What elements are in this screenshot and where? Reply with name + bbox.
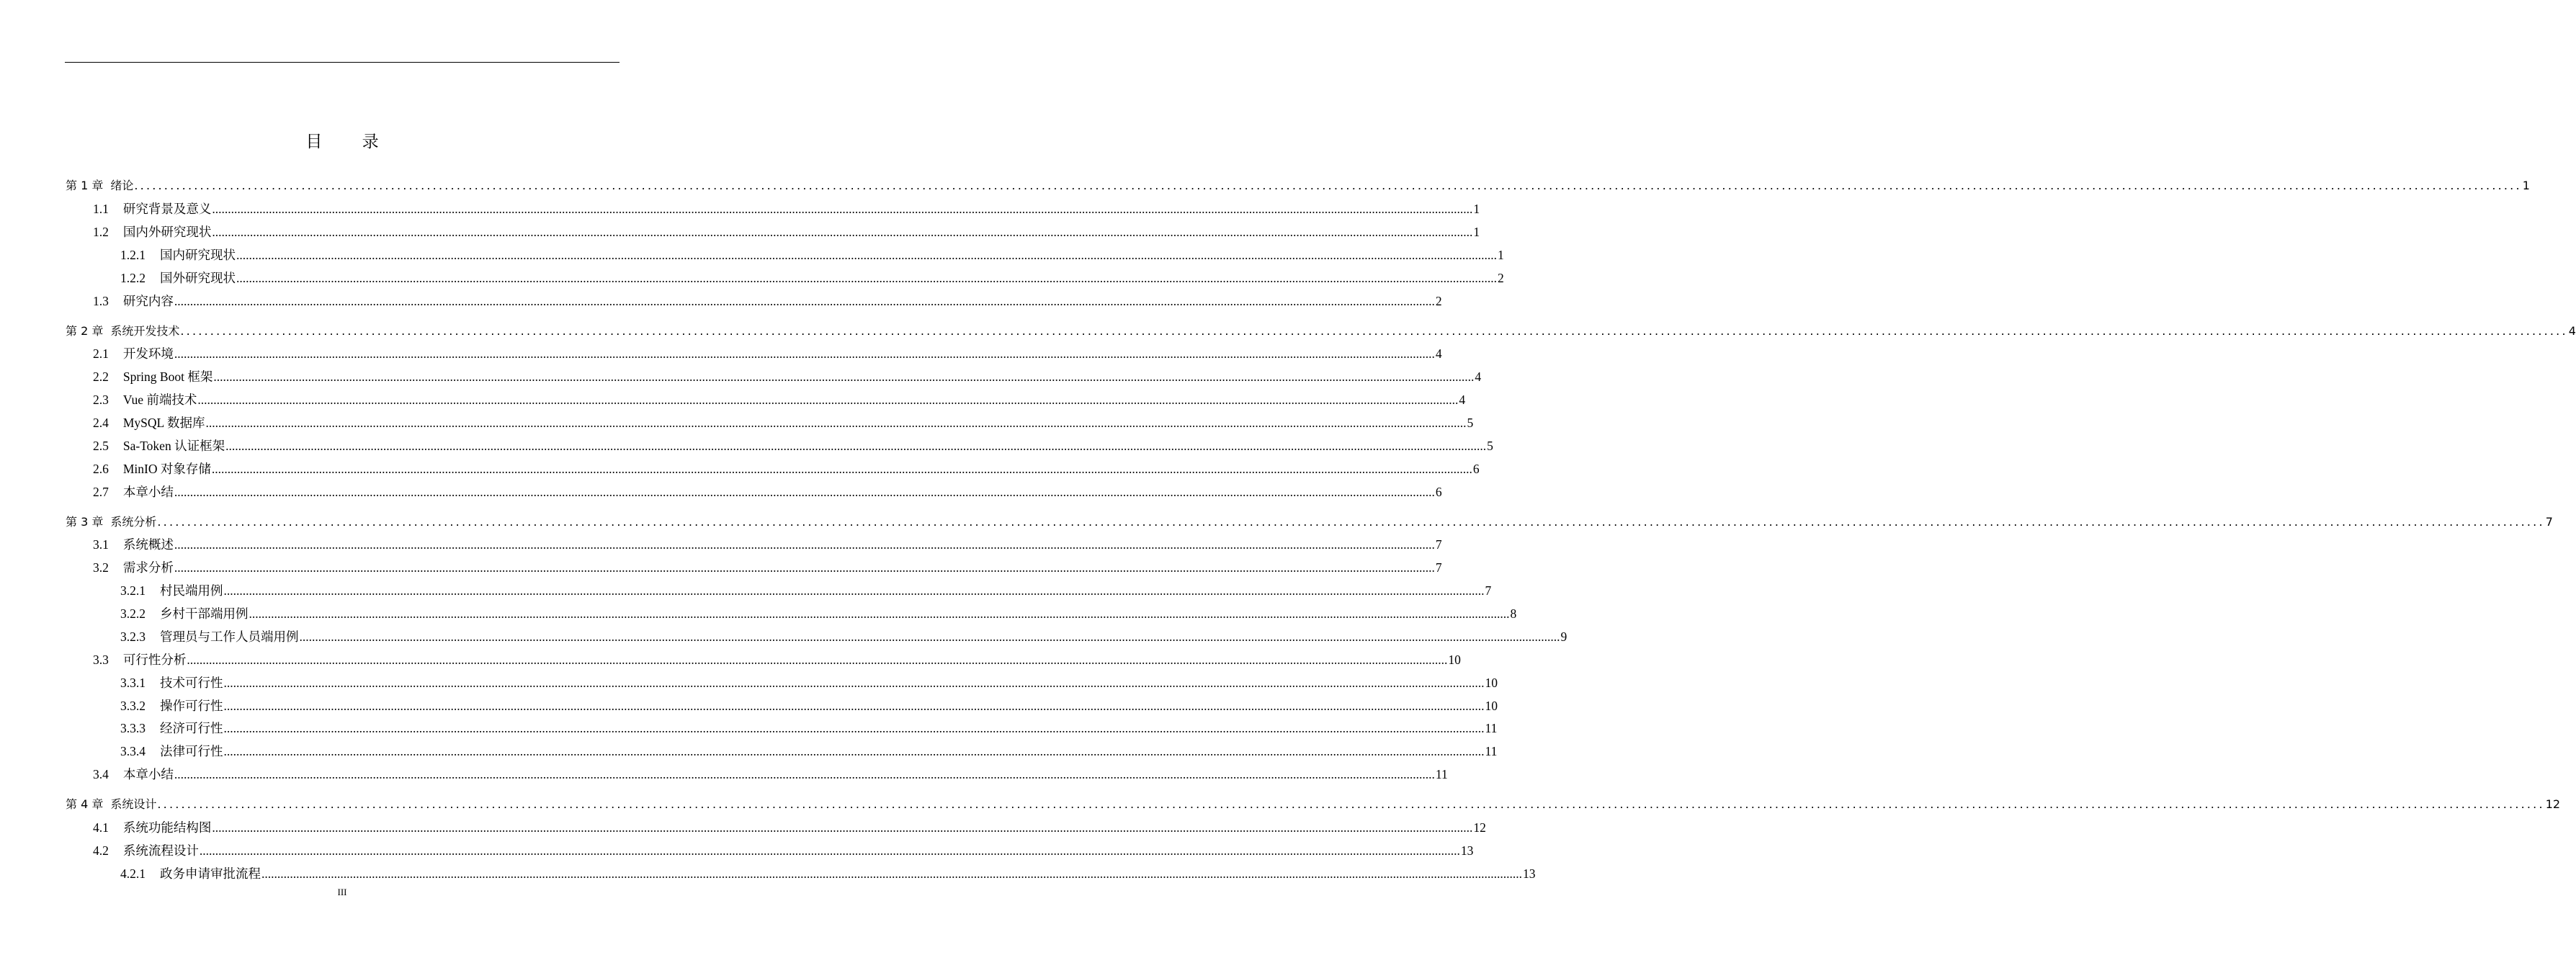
toc-entry-number: 3.3.1 — [120, 676, 146, 690]
toc-entry-title: 法律可行性 — [160, 744, 223, 758]
toc-entry-page: 5 — [1467, 416, 1474, 430]
toc-entry-page: 2 — [1498, 271, 1504, 285]
toc-entry-number: 第 4 章 — [66, 797, 104, 811]
toc-entry-page: 2 — [1435, 294, 1442, 308]
toc-entry-number: 1.2.1 — [120, 248, 146, 262]
toc-entry-number: 4.2 — [93, 843, 109, 858]
toc-dot-leader: ................................................................................................................................................................................................................................................................................................................................................................................................................ — [134, 179, 2522, 192]
toc-entry-page: 5 — [1487, 439, 1493, 453]
toc-dot-leader: ................................................................................................................................................................................................................................................................................................................................................................................................................ — [249, 606, 1510, 621]
toc-entry-number: 1.3 — [93, 294, 109, 308]
toc-entry-page: 9 — [1560, 629, 1567, 644]
toc-entry-title: 国内研究现状 — [160, 248, 236, 262]
toc-dot-leader: ................................................................................................................................................................................................................................................................................................................................................................................................................ — [174, 294, 1435, 308]
toc-entry-title: 经济可行性 — [160, 721, 223, 735]
toc-entry-page: 7 — [1435, 537, 1442, 552]
toc-section-entry[interactable] — [120, 628, 1567, 645]
toc-entry-title: 本章小结 — [122, 767, 174, 781]
toc-section-entry[interactable] — [120, 605, 1517, 622]
toc-entry-page: 1 — [1498, 248, 1504, 262]
toc-entry-number: 第 2 章 — [66, 324, 104, 338]
toc-section-entry[interactable] — [120, 865, 1536, 882]
toc-entry-page: 7 — [1435, 560, 1442, 575]
toc-chapter-entry[interactable] — [66, 796, 2561, 813]
toc-entry-page: 4 — [2568, 324, 2576, 338]
toc-dot-leader: ................................................................................................................................................................................................................................................................................................................................................................................................................ — [197, 393, 1459, 407]
toc-entry-number: 3.3.3 — [120, 721, 146, 735]
toc-dot-leader: ................................................................................................................................................................................................................................................................................................................................................................................................................ — [236, 248, 1497, 262]
toc-entry-title: 研究内容 — [122, 294, 174, 308]
toc-entry-title: 需求分析 — [122, 560, 174, 575]
toc-section-entry[interactable] — [93, 842, 1474, 859]
toc-section-entry[interactable] — [93, 391, 1466, 408]
toc-title: 目 录 — [305, 133, 396, 151]
toc-dot-leader: ................................................................................................................................................................................................................................................................................................................................................................................................................ — [212, 202, 1473, 216]
toc-section-entry[interactable] — [93, 414, 1474, 431]
toc-entry-title: Sa-Token 认证框架 — [122, 439, 225, 453]
toc-entry-page: 11 — [1485, 721, 1498, 735]
toc-entry-page: 4 — [1459, 393, 1466, 407]
toc-entry-title: 系统流程设计 — [122, 843, 199, 858]
toc-dot-leader: ................................................................................................................................................................................................................................................................................................................................................................................................................ — [223, 676, 1485, 690]
toc-entry-number: 2.6 — [93, 462, 109, 476]
toc-entry-page: 1 — [1473, 225, 1480, 239]
toc-entry-number: 2.4 — [93, 416, 109, 430]
toc-entry-title: 系统分析 — [110, 515, 157, 529]
page-number: III — [337, 887, 347, 897]
toc-entry-number: 3.3.4 — [120, 744, 146, 758]
toc-entry-page: 6 — [1435, 485, 1442, 499]
toc-dot-leader: ................................................................................................................................................................................................................................................................................................................................................................................................................ — [180, 324, 2568, 338]
toc-chapter-entry[interactable] — [66, 514, 2553, 531]
toc-entry-title: 开发环境 — [122, 346, 174, 361]
toc-entry-title: 政务申请审批流程 — [160, 866, 261, 881]
toc-section-entry[interactable] — [120, 697, 1498, 714]
toc-entry-number: 2.1 — [93, 346, 109, 361]
toc-dot-leader: ................................................................................................................................................................................................................................................................................................................................................................................................................ — [223, 744, 1485, 758]
toc-entry-number: 3.2.1 — [120, 583, 146, 598]
toc-section-entry[interactable] — [93, 819, 1486, 836]
toc-entry-number: 4.2.1 — [120, 866, 146, 881]
toc-entry-page: 11 — [1485, 744, 1498, 758]
toc-entry-title: 技术可行性 — [160, 676, 223, 690]
toc-section-entry[interactable] — [120, 720, 1498, 737]
header-rule — [65, 62, 620, 63]
toc-entry-page: 13 — [1523, 866, 1536, 881]
toc-section-entry[interactable] — [120, 582, 1492, 599]
toc-entry-number: 3.1 — [93, 537, 109, 552]
toc-entry-title: 研究背景及意义 — [122, 202, 212, 216]
toc-section-entry[interactable] — [93, 223, 1480, 241]
toc-dot-leader: ................................................................................................................................................................................................................................................................................................................................................................................................................ — [174, 485, 1435, 499]
toc-section-entry[interactable] — [93, 292, 1442, 310]
toc-entry-number: 1.2.2 — [120, 271, 146, 285]
toc-chapter-entry[interactable] — [66, 177, 2530, 194]
toc-entry-number: 4.1 — [93, 820, 109, 835]
toc-entry-title: 可行性分析 — [122, 653, 187, 667]
toc-dot-leader: ................................................................................................................................................................................................................................................................................................................................................................................................................ — [236, 271, 1497, 285]
toc-entry-number: 第 1 章 — [66, 179, 104, 192]
toc-entry-number: 3.3.2 — [120, 699, 146, 713]
toc-entry-page: 8 — [1510, 606, 1517, 621]
toc-section-entry[interactable] — [93, 460, 1480, 478]
toc-entry-number: 2.2 — [93, 369, 109, 384]
toc-entry-number: 3.2.3 — [120, 629, 146, 644]
toc-dot-leader: ................................................................................................................................................................................................................................................................................................................................................................................................................ — [213, 369, 1475, 384]
toc-entry-number: 2.7 — [93, 485, 109, 499]
toc-entry-title: 系统功能结构图 — [122, 820, 212, 835]
toc-dot-leader: ................................................................................................................................................................................................................................................................................................................................................................................................................ — [212, 225, 1473, 239]
toc-entry-page: 12 — [1473, 820, 1486, 835]
toc-entry-title: 村民端用例 — [160, 583, 223, 598]
toc-entry-page: 4 — [1435, 346, 1442, 361]
toc-dot-leader: ................................................................................................................................................................................................................................................................................................................................................................................................................ — [187, 653, 1448, 667]
toc-dot-leader: ................................................................................................................................................................................................................................................................................................................................................................................................................ — [223, 583, 1485, 598]
toc-dot-leader: ................................................................................................................................................................................................................................................................................................................................................................................................................ — [199, 843, 1460, 858]
toc-entry-page: 11 — [1435, 767, 1448, 781]
toc-entry-title: 本章小结 — [122, 485, 174, 499]
toc-entry-title: 系统开发技术 — [110, 324, 180, 338]
toc-entry-page: 13 — [1460, 843, 1474, 858]
toc-entry-page: 10 — [1448, 653, 1461, 667]
toc-entry-page: 1 — [2522, 179, 2530, 192]
toc-entry-title: 国外研究现状 — [160, 271, 236, 285]
toc-entry-number: 1.1 — [93, 202, 109, 216]
toc-section-entry[interactable] — [120, 269, 1504, 287]
toc-section-entry[interactable] — [93, 345, 1442, 362]
toc-dot-leader: ................................................................................................................................................................................................................................................................................................................................................................................................................ — [157, 797, 2545, 811]
toc-dot-leader: ................................................................................................................................................................................................................................................................................................................................................................................................................ — [212, 820, 1473, 835]
toc-dot-leader: ................................................................................................................................................................................................................................................................................................................................................................................................................ — [174, 560, 1435, 575]
toc-entry-page: 4 — [1475, 369, 1482, 384]
toc-dot-leader: ................................................................................................................................................................................................................................................................................................................................................................................................................ — [299, 629, 1560, 644]
toc-section-entry[interactable] — [93, 200, 1480, 218]
toc-entry-number: 3.2.2 — [120, 606, 146, 621]
toc-entry-number: 第 3 章 — [66, 515, 104, 529]
toc-dot-leader: ................................................................................................................................................................................................................................................................................................................................................................................................................ — [223, 721, 1485, 735]
toc-entry-number: 1.2 — [93, 225, 109, 239]
toc-entry-page: 12 — [2545, 797, 2561, 811]
toc-section-entry[interactable] — [93, 766, 1448, 783]
toc-entry-title: 国内外研究现状 — [122, 225, 212, 239]
toc-dot-leader: ................................................................................................................................................................................................................................................................................................................................................................................................................ — [225, 439, 1487, 453]
toc-entry-page: 1 — [1473, 202, 1480, 216]
toc-entry-title: 管理员与工作人员端用例 — [160, 629, 299, 644]
toc-dot-leader: ................................................................................................................................................................................................................................................................................................................................................................................................................ — [205, 416, 1467, 430]
toc-section-entry[interactable] — [93, 483, 1442, 501]
toc-entry-title: 操作可行性 — [160, 699, 223, 713]
toc-entry-page: 6 — [1472, 462, 1480, 476]
toc-section-entry[interactable] — [120, 246, 1504, 264]
toc-section-entry[interactable] — [93, 437, 1493, 454]
toc-section-entry[interactable] — [120, 674, 1498, 691]
toc-section-entry[interactable] — [93, 559, 1442, 576]
toc-entry-title: MySQL 数据库 — [122, 416, 205, 430]
toc-section-entry[interactable] — [120, 743, 1498, 760]
toc-section-entry[interactable] — [93, 651, 1461, 668]
toc-entry-page: 7 — [1485, 583, 1492, 598]
toc-dot-leader: ................................................................................................................................................................................................................................................................................................................................................................................................................ — [174, 767, 1435, 781]
toc-entry-title: 绪论 — [110, 179, 134, 192]
toc-section-entry[interactable] — [93, 536, 1442, 553]
toc-dot-leader: ................................................................................................................................................................................................................................................................................................................................................................................................................ — [211, 462, 1472, 476]
toc-entry-number: 2.5 — [93, 439, 109, 453]
toc-entry-page: 7 — [2545, 515, 2553, 529]
toc-entry-title: 系统设计 — [110, 797, 157, 811]
toc-entry-number: 2.3 — [93, 393, 109, 407]
toc-dot-leader: ................................................................................................................................................................................................................................................................................................................................................................................................................ — [157, 515, 2545, 529]
toc-entry-title: 系统概述 — [122, 537, 174, 552]
toc-entry-page: 10 — [1485, 676, 1498, 690]
toc-entry-number: 3.4 — [93, 767, 109, 781]
toc-entry-title: Vue 前端技术 — [122, 393, 197, 407]
toc-entry-title: MinIO 对象存储 — [122, 462, 211, 476]
toc-entry-number: 3.3 — [93, 653, 109, 667]
toc-entry-number: 3.2 — [93, 560, 109, 575]
toc-entry-title: Spring Boot 框架 — [122, 369, 213, 384]
toc-entry-title: 乡村干部端用例 — [160, 606, 249, 621]
toc-dot-leader: ................................................................................................................................................................................................................................................................................................................................................................................................................ — [174, 346, 1435, 361]
toc-entry-page: 10 — [1485, 699, 1498, 713]
toc-dot-leader: ................................................................................................................................................................................................................................................................................................................................................................................................................ — [261, 866, 1522, 881]
toc-section-entry[interactable] — [93, 368, 1482, 385]
toc-chapter-entry[interactable] — [66, 323, 2576, 340]
toc-dot-leader: ................................................................................................................................................................................................................................................................................................................................................................................................................ — [174, 537, 1435, 552]
toc-dot-leader: ................................................................................................................................................................................................................................................................................................................................................................................................................ — [223, 699, 1485, 713]
